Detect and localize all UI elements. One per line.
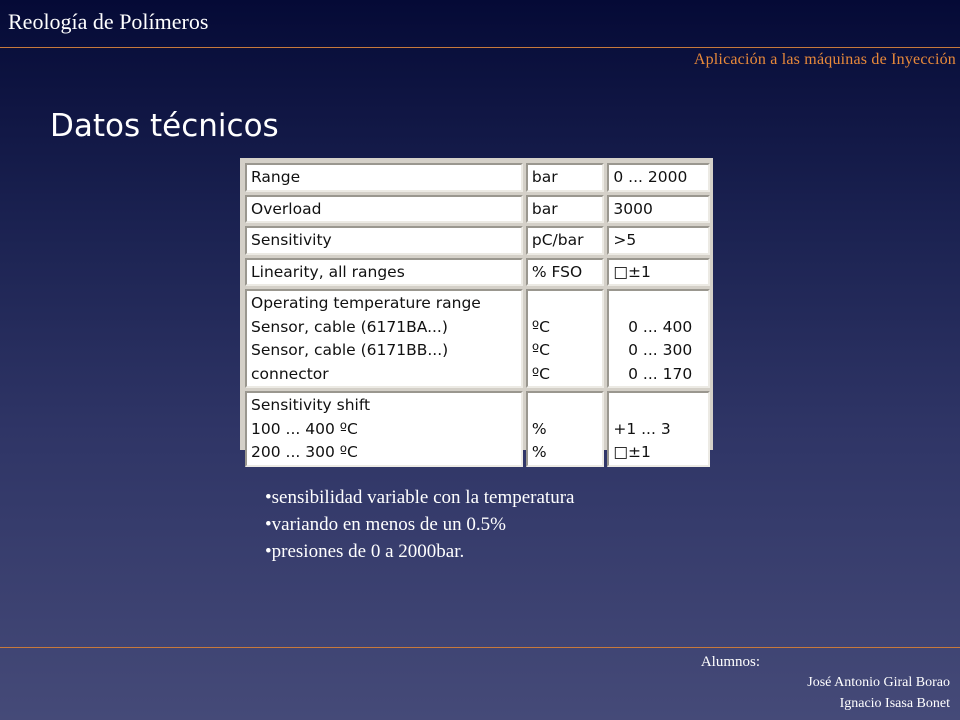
table-cell: 0 ... 400 0 ... 300 0 ... 170 — [607, 289, 710, 388]
table-row — [245, 195, 710, 224]
author-name: Ignacio Isasa Bonet — [839, 696, 950, 711]
footer-label: Alumnos: — [700, 654, 760, 670]
bullet-item: •presiones de 0 a 2000bar. — [265, 541, 465, 562]
table-cell: 0 ... 2000 — [607, 163, 710, 192]
table-row — [245, 391, 710, 467]
table-cell: Linearity, all ranges — [245, 258, 523, 287]
table-cell: □±1 — [607, 258, 710, 287]
specs-table — [242, 160, 713, 470]
author-name: José Antonio Giral Borao — [807, 675, 950, 690]
table-cell: >5 — [607, 226, 710, 255]
table-cell: +1 ... 3 □±1 — [607, 391, 710, 467]
table-cell: Overload — [245, 195, 523, 224]
table-cell: Operating temperature range Sensor, cable (6171BA...) Sensor, cable (6171BB...) connector — [245, 289, 523, 388]
table-cell: pC/bar — [526, 226, 605, 255]
table-cell: 3000 — [607, 195, 710, 224]
table-cell: ºC ºC ºC — [526, 289, 605, 388]
table-cell: bar — [526, 163, 605, 192]
table-row — [245, 163, 710, 192]
table-cell: bar — [526, 195, 605, 224]
table-row — [245, 289, 710, 388]
slide-title: Datos técnicos — [50, 108, 279, 144]
header-divider — [0, 47, 960, 48]
table-row — [245, 226, 710, 255]
footer — [700, 654, 950, 714]
header-title: Reología de Polímeros — [8, 9, 209, 34]
table-cell: Sensitivity shift 100 ... 400 ºC 200 ... 300 ºC — [245, 391, 523, 467]
table-cell: Range — [245, 163, 523, 192]
specs-table-image — [240, 158, 713, 461]
table-cell: % FSO — [526, 258, 605, 287]
footer-divider — [0, 647, 960, 648]
bullet-item: •sensibilidad variable con la temperatura — [265, 487, 575, 508]
table-row — [245, 258, 710, 287]
bullet-item: •variando en menos de un 0.5% — [265, 514, 506, 535]
header-subtitle: Aplicación a las máquinas de Inyección — [693, 51, 956, 68]
table-cell: % % — [526, 391, 605, 467]
table-cell: Sensitivity — [245, 226, 523, 255]
bullet-list — [265, 484, 574, 565]
